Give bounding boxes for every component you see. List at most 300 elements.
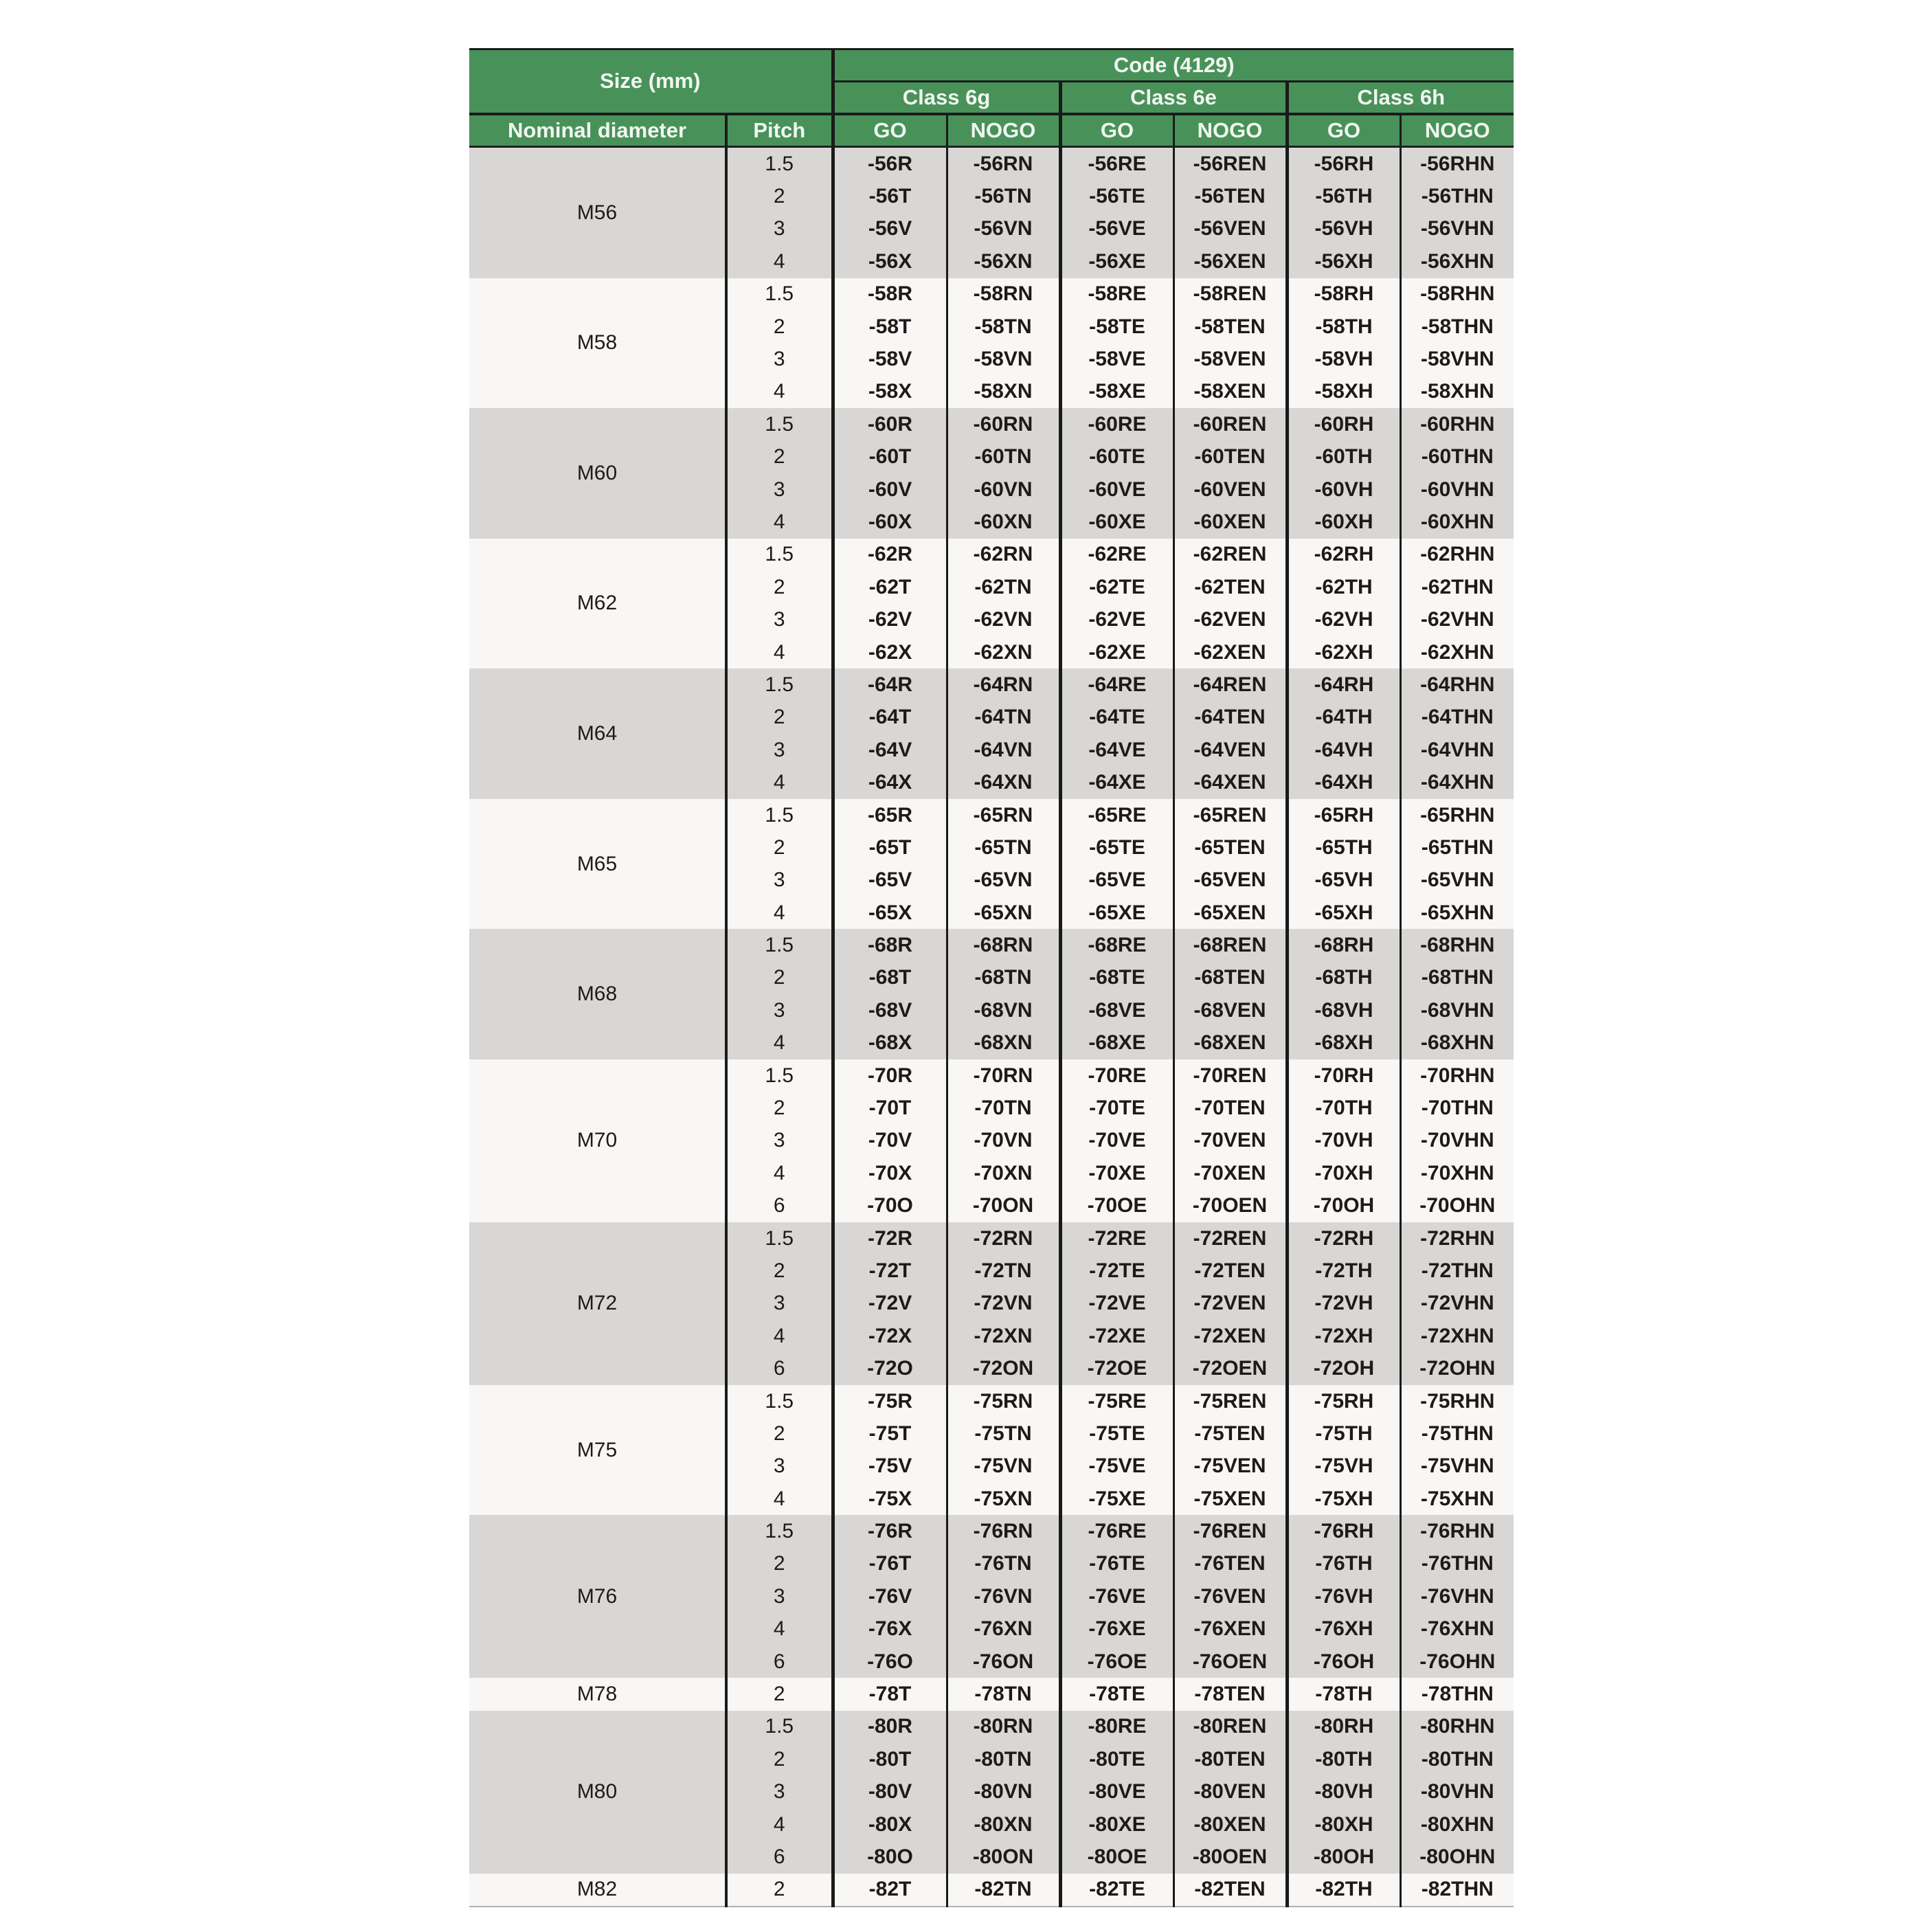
code-cell: -70VN [947,1125,1060,1157]
pitch-cell: 2 [726,1417,833,1450]
code-cell: -60RN [947,408,1060,440]
code-cell: -76OHN [1400,1645,1514,1678]
code-cell: -80VH [1287,1776,1400,1808]
size-cell: M80 [469,1711,726,1874]
pitch-cell: 1.5 [726,799,833,831]
code-cell: -76REN [1173,1515,1287,1547]
go-6g-header: GO [833,114,947,147]
code-cell: -65TE [1060,831,1173,864]
code-cell: -72TEN [1173,1255,1287,1287]
code-cell: -72TH [1287,1255,1400,1287]
code-cell: -64XEN [1173,766,1287,798]
code-cell: -60T [833,441,947,473]
code-cell: -72XN [947,1320,1060,1352]
code-cell: -70XE [1060,1157,1173,1189]
code-cell: -62VHN [1400,603,1514,636]
size-cell: M62 [469,539,726,669]
code-cell: -62VE [1060,603,1173,636]
code-cell: -75XH [1287,1483,1400,1515]
code-cell: -56TN [947,180,1060,212]
code-cell: -78THN [1400,1678,1514,1710]
code-cell: -80OE [1060,1841,1173,1873]
size-cell: M78 [469,1678,726,1710]
code-cell: -58TE [1060,311,1173,343]
code-cell: -64TEN [1173,701,1287,734]
size-cell: M68 [469,929,726,1059]
code-cell: -72OHN [1400,1352,1514,1384]
code-cell: -62RE [1060,539,1173,571]
code-cell: -64XHN [1400,766,1514,798]
code-cell: -68TH [1287,962,1400,994]
code-cell: -60RHN [1400,408,1514,440]
code-cell: -60XHN [1400,506,1514,538]
pitch-cell: 3 [726,473,833,506]
pitch-cell: 4 [726,1808,833,1841]
pitch-cell: 4 [726,245,833,278]
table-row [469,278,1514,311]
size-cell: M72 [469,1222,726,1385]
pitch-cell: 1.5 [726,1711,833,1743]
pitch-cell: 2 [726,701,833,734]
code-cell: -68TEN [1173,962,1287,994]
code-cell: -62XH [1287,636,1400,669]
code-cell: -75VHN [1400,1450,1514,1483]
code-cell: -76R [833,1515,947,1547]
code-cell: -65XEN [1173,897,1287,929]
code-cell: -62V [833,603,947,636]
code-cell: -58THN [1400,311,1514,343]
code-cell: -65RN [947,799,1060,831]
code-cell: -76OE [1060,1645,1173,1678]
code-cell: -60TE [1060,441,1173,473]
code-cell: -65XE [1060,897,1173,929]
code-cell: -64X [833,766,947,798]
code-cell: -76RH [1287,1515,1400,1547]
code-cell: -64VEN [1173,734,1287,766]
code-cell: -80OHN [1400,1841,1514,1873]
code-cell: -58REN [1173,278,1287,311]
code-cell: -70TE [1060,1092,1173,1124]
code-cell: -70OE [1060,1190,1173,1222]
size-cell: M65 [469,799,726,930]
code-cell: -70OEN [1173,1190,1287,1222]
table-row [469,408,1514,440]
code-cell: -65VH [1287,864,1400,897]
code-cell: -58TEN [1173,311,1287,343]
code-cell: -76XN [947,1613,1060,1645]
code-cell: -56XH [1287,245,1400,278]
code-cell: -72VE [1060,1288,1173,1320]
code-cell: -60XEN [1173,506,1287,538]
code-cell: -62VH [1287,603,1400,636]
code-cell: -72VEN [1173,1288,1287,1320]
size-header: Size (mm) [469,49,833,114]
code-cell: -72RE [1060,1222,1173,1255]
code-cell: -58V [833,343,947,375]
pitch-cell: 1.5 [726,147,833,181]
code-cell: -64XE [1060,766,1173,798]
code-cell: -68XN [947,1027,1060,1059]
pitch-cell: 1.5 [726,1515,833,1547]
code-cell: -70O [833,1190,947,1222]
code-cell: -78TE [1060,1678,1173,1710]
code-cell: -58RH [1287,278,1400,311]
code-cell: -62XEN [1173,636,1287,669]
code-cell: -72O [833,1352,947,1384]
code-cell: -62TE [1060,571,1173,603]
code-cell: -70VHN [1400,1125,1514,1157]
pitch-cell: 2 [726,571,833,603]
code-cell: -62TEN [1173,571,1287,603]
code-cell: -64XH [1287,766,1400,798]
code-cell: -58VH [1287,343,1400,375]
code-header: Code (4129) [833,49,1514,82]
code-cell: -75THN [1400,1417,1514,1450]
code-cell: -75VN [947,1450,1060,1483]
code-cell: -75XN [947,1483,1060,1515]
code-cell: -80O [833,1841,947,1873]
table-row [469,929,1514,961]
code-cell: -60REN [1173,408,1287,440]
pitch-cell: 4 [726,766,833,798]
code-cell: -56TH [1287,180,1400,212]
code-cell: -68R [833,929,947,961]
code-cell: -80TE [1060,1743,1173,1775]
code-cell: -75XHN [1400,1483,1514,1515]
code-cell: -82TN [947,1874,1060,1907]
code-cell: -60VN [947,473,1060,506]
code-cell: -56TEN [1173,180,1287,212]
code-cell: -72VH [1287,1288,1400,1320]
code-cell: -62XHN [1400,636,1514,669]
code-cell: -68TN [947,962,1060,994]
code-cell: -58RE [1060,278,1173,311]
code-cell: -80T [833,1743,947,1775]
nogo-6e-header: NOGO [1173,114,1287,147]
code-cell: -56XHN [1400,245,1514,278]
code-cell: -70ON [947,1190,1060,1222]
code-cell: -76VH [1287,1580,1400,1613]
pitch-cell: 4 [726,1027,833,1059]
code-cell: -70XHN [1400,1157,1514,1189]
code-cell: -68TE [1060,962,1173,994]
pitch-cell: 2 [726,441,833,473]
pitch-cell: 6 [726,1841,833,1873]
code-cell: -62THN [1400,571,1514,603]
code-cell: -68T [833,962,947,994]
code-cell: -80THN [1400,1743,1514,1775]
code-cell: -80REN [1173,1711,1287,1743]
code-cell: -62TN [947,571,1060,603]
code-cell: -64XN [947,766,1060,798]
class-6g-header: Class 6g [833,82,1060,114]
pitch-cell: 2 [726,1874,833,1907]
pitch-cell: 2 [726,1678,833,1710]
code-cell: -72OH [1287,1352,1400,1384]
code-cell: -58XEN [1173,376,1287,408]
code-cell: -58VE [1060,343,1173,375]
nogo-6g-header: NOGO [947,114,1060,147]
pitch-cell: 3 [726,1450,833,1483]
pitch-cell: 2 [726,180,833,212]
pitch-cell: 1.5 [726,669,833,701]
code-cell: -72OEN [1173,1352,1287,1384]
pitch-cell: 3 [726,343,833,375]
code-cell: -60VH [1287,473,1400,506]
code-cell: -76T [833,1548,947,1580]
code-cell: -80OEN [1173,1841,1287,1873]
code-cell: -65TN [947,831,1060,864]
code-cell: -75TN [947,1417,1060,1450]
code-cell: -60VE [1060,473,1173,506]
code-cell: -72ON [947,1352,1060,1384]
code-cell: -70T [833,1092,947,1124]
code-cell: -64TE [1060,701,1173,734]
code-cell: -64T [833,701,947,734]
code-cell: -72V [833,1288,947,1320]
table-row [469,669,1514,701]
code-cell: -75RHN [1400,1385,1514,1417]
size-cell: M70 [469,1059,726,1222]
code-cell: -56RHN [1400,147,1514,181]
code-cell: -56T [833,180,947,212]
pitch-cell: 1.5 [726,408,833,440]
code-cell: -72VN [947,1288,1060,1320]
code-cell: -64RHN [1400,669,1514,701]
code-cell: -64REN [1173,669,1287,701]
header-row-top [469,49,1514,82]
code-cell: -76V [833,1580,947,1613]
code-cell: -76VN [947,1580,1060,1613]
code-cell: -80X [833,1808,947,1841]
code-cell: -60VEN [1173,473,1287,506]
nogo-6h-header: NOGO [1400,114,1514,147]
code-cell: -62REN [1173,539,1287,571]
code-cell: -65XN [947,897,1060,929]
table-row [469,1678,1514,1710]
code-cell: -70V [833,1125,947,1157]
code-cell: -80R [833,1711,947,1743]
code-cell: -80VEN [1173,1776,1287,1808]
code-cell: -75RN [947,1385,1060,1417]
code-cell: -70RE [1060,1059,1173,1092]
thread-gauge-code-table [469,48,1514,1907]
code-cell: -75TE [1060,1417,1173,1450]
code-cell: -58XHN [1400,376,1514,408]
table-row [469,1059,1514,1092]
table-row [469,1711,1514,1743]
code-cell: -76TH [1287,1548,1400,1580]
code-cell: -56R [833,147,947,181]
pitch-header: Pitch [726,114,833,147]
code-cell: -68XE [1060,1027,1173,1059]
code-cell: -72REN [1173,1222,1287,1255]
pitch-cell: 4 [726,1483,833,1515]
code-cell: -70XH [1287,1157,1400,1189]
code-cell: -75XE [1060,1483,1173,1515]
code-cell: -78TN [947,1678,1060,1710]
code-cell: -70OHN [1400,1190,1514,1222]
code-cell: -60R [833,408,947,440]
code-cell: -70THN [1400,1092,1514,1124]
code-cell: -64TN [947,701,1060,734]
code-cell: -64THN [1400,701,1514,734]
code-cell: -62RHN [1400,539,1514,571]
pitch-cell: 4 [726,376,833,408]
pitch-cell: 3 [726,603,833,636]
table-row [469,539,1514,571]
code-cell: -68VEN [1173,994,1287,1026]
header-row-columns [469,114,1514,147]
code-cell: -82TH [1287,1874,1400,1907]
code-cell: -56XEN [1173,245,1287,278]
code-cell: -68RE [1060,929,1173,961]
code-cell: -80RH [1287,1711,1400,1743]
code-cell: -65V [833,864,947,897]
code-cell: -60TN [947,441,1060,473]
code-cell: -64VHN [1400,734,1514,766]
code-cell: -80XH [1287,1808,1400,1841]
code-cell: -56VH [1287,213,1400,245]
code-cell: -70TH [1287,1092,1400,1124]
code-cell: -78TEN [1173,1678,1287,1710]
code-cell: -64VH [1287,734,1400,766]
code-cell: -58TN [947,311,1060,343]
code-cell: -75X [833,1483,947,1515]
code-cell: -76XH [1287,1613,1400,1645]
pitch-cell: 4 [726,506,833,538]
size-cell: M76 [469,1515,726,1678]
code-cell: -64VN [947,734,1060,766]
code-cell: -72RN [947,1222,1060,1255]
code-cell: -72THN [1400,1255,1514,1287]
size-cell: M64 [469,669,726,799]
code-cell: -65REN [1173,799,1287,831]
code-cell: -75RH [1287,1385,1400,1417]
code-cell: -58VN [947,343,1060,375]
pitch-cell: 2 [726,1743,833,1775]
pitch-cell: 2 [726,831,833,864]
pitch-cell: 3 [726,213,833,245]
code-cell: -70TEN [1173,1092,1287,1124]
code-cell: -76THN [1400,1548,1514,1580]
code-cell: -62VN [947,603,1060,636]
pitch-cell: 3 [726,734,833,766]
code-cell: -60VHN [1400,473,1514,506]
code-cell: -65VHN [1400,864,1514,897]
code-cell: -76RN [947,1515,1060,1547]
code-cell: -68RHN [1400,929,1514,961]
class-6e-header: Class 6e [1060,82,1287,114]
size-cell: M56 [469,147,726,278]
pitch-cell: 4 [726,1320,833,1352]
code-cell: -76OH [1287,1645,1400,1678]
code-cell: -75REN [1173,1385,1287,1417]
code-cell: -72TE [1060,1255,1173,1287]
code-cell: -80VN [947,1776,1060,1808]
code-cell: -80VE [1060,1776,1173,1808]
code-cell: -65VEN [1173,864,1287,897]
code-cell: -65THN [1400,831,1514,864]
code-cell: -80TEN [1173,1743,1287,1775]
size-cell: M60 [469,408,726,539]
code-cell: -70VH [1287,1125,1400,1157]
pitch-cell: 3 [726,1125,833,1157]
code-cell: -58VEN [1173,343,1287,375]
code-cell: -60RE [1060,408,1173,440]
code-cell: -58R [833,278,947,311]
code-cell: -76VHN [1400,1580,1514,1613]
code-cell: -80VHN [1400,1776,1514,1808]
code-cell: -56RE [1060,147,1173,181]
code-cell: -82TE [1060,1874,1173,1907]
code-cell: -80XEN [1173,1808,1287,1841]
code-cell: -72TN [947,1255,1060,1287]
code-cell: -68X [833,1027,947,1059]
nominal-diameter-header: Nominal diameter [469,114,726,147]
pitch-cell: 2 [726,1548,833,1580]
table-row [469,1874,1514,1907]
code-cell: -60V [833,473,947,506]
code-cell: -70VE [1060,1125,1173,1157]
code-cell: -76XEN [1173,1613,1287,1645]
code-cell: -68VE [1060,994,1173,1026]
code-cell: -56VN [947,213,1060,245]
code-cell: -76TE [1060,1548,1173,1580]
code-cell: -70VEN [1173,1125,1287,1157]
code-cell: -72XE [1060,1320,1173,1352]
code-cell: -58RN [947,278,1060,311]
code-cell: -64V [833,734,947,766]
code-cell: -80XN [947,1808,1060,1841]
code-cell: -72T [833,1255,947,1287]
code-cell: -58X [833,376,947,408]
code-cell: -56RH [1287,147,1400,181]
table-row [469,1385,1514,1417]
code-cell: -82T [833,1874,947,1907]
code-cell: -62X [833,636,947,669]
go-6h-header: GO [1287,114,1400,147]
code-cell: -76RHN [1400,1515,1514,1547]
code-cell: -56XN [947,245,1060,278]
pitch-cell: 2 [726,962,833,994]
code-cell: -78T [833,1678,947,1710]
code-cell: -72XH [1287,1320,1400,1352]
code-cell: -65RHN [1400,799,1514,831]
code-cell: -65XHN [1400,897,1514,929]
code-cell: -76OEN [1173,1645,1287,1678]
pitch-cell: 3 [726,1580,833,1613]
code-cell: -62VEN [1173,603,1287,636]
code-cell: -76VE [1060,1580,1173,1613]
table-row [469,1222,1514,1255]
code-cell: -60TH [1287,441,1400,473]
code-cell: -72VHN [1400,1288,1514,1320]
code-cell: -65RH [1287,799,1400,831]
code-cell: -70OH [1287,1190,1400,1222]
code-cell: -56THN [1400,180,1514,212]
code-cell: -75XEN [1173,1483,1287,1515]
code-cell: -68VH [1287,994,1400,1026]
pitch-cell: 3 [726,994,833,1026]
code-cell: -75VE [1060,1450,1173,1483]
code-cell: -65TH [1287,831,1400,864]
code-cell: -65X [833,897,947,929]
code-cell: -76X [833,1613,947,1645]
code-cell: -64R [833,669,947,701]
pitch-cell: 4 [726,897,833,929]
pitch-cell: 4 [726,1157,833,1189]
